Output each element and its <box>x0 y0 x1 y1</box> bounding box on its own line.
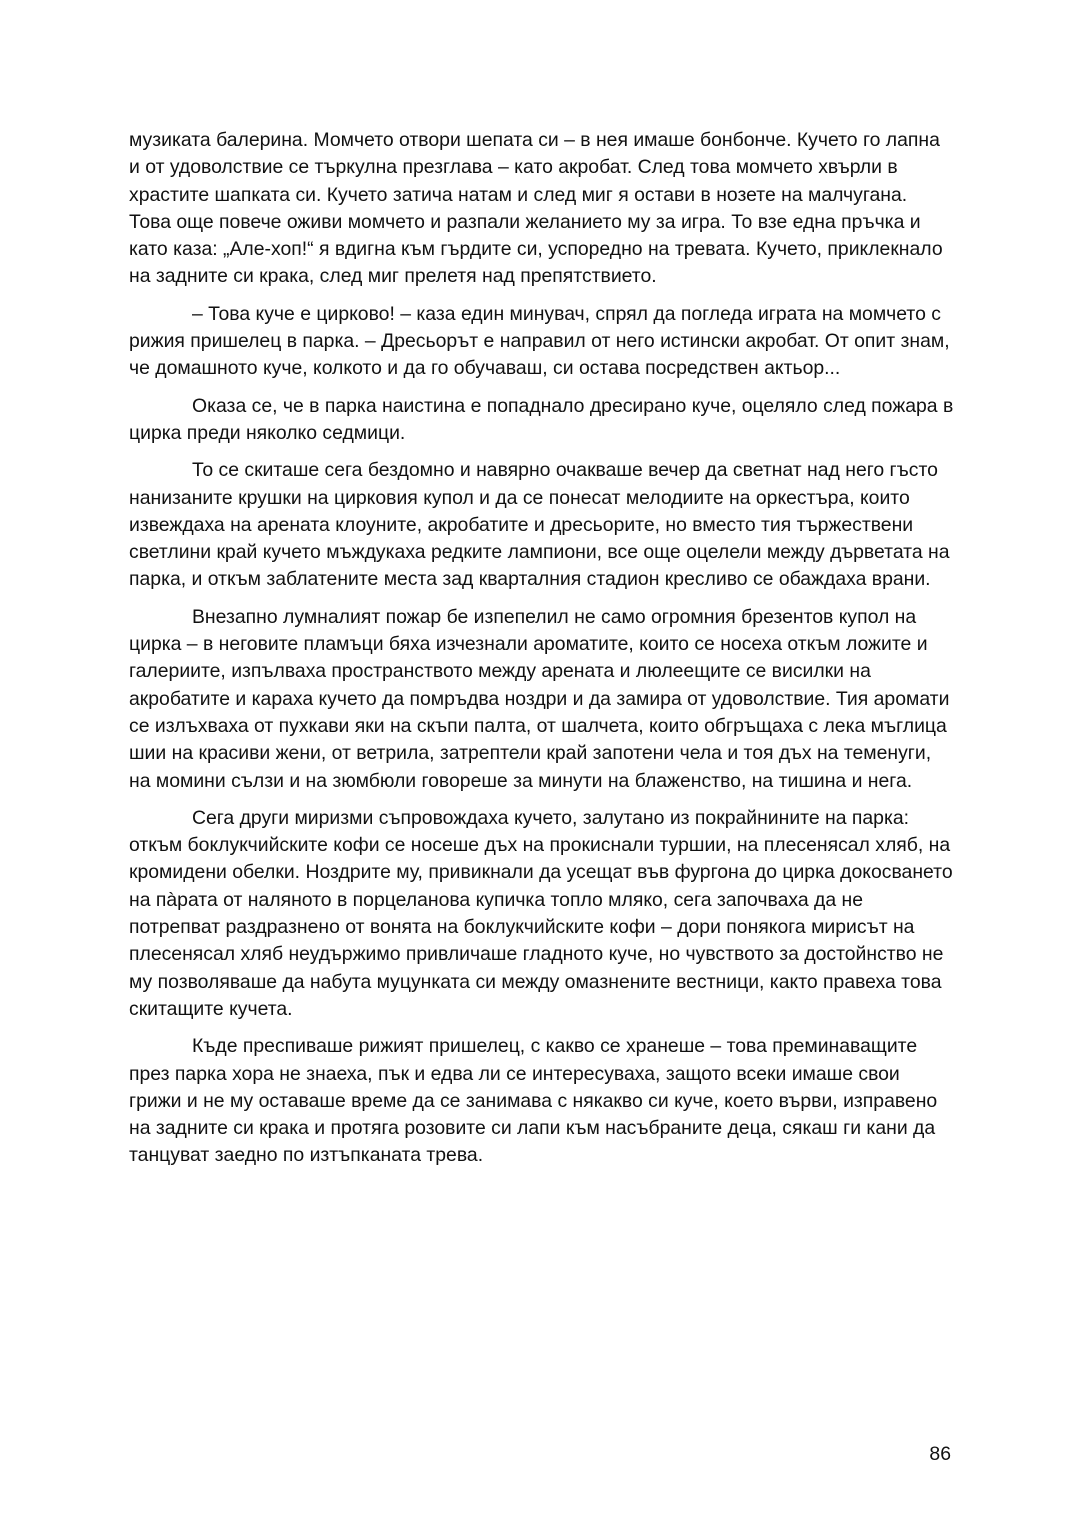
paragraph-1: музиката балерина. Момчето отвори шепата си – в нея имаше бонбонче. Кучето го лапна и от удоволствие се търкулна презглава – като акробат. След това момчето хвърли в храстите шапката си. Кучето затича натам и след миг я остави в нозете на малчугана. Това още повече оживи момчето и разпали желанието му за игра. То взе една пръчка и като каза: „Але-хоп!“ я вдигна към гърдите си, успоредно на тревата. Кучето, приклекнало на задните си крака, след миг прелетя над препятствието. <box>129 129 943 288</box>
paragraph-3: Оказа се, че в парка наистина е попаднало дресирано куче, оцеляло след пожара в цирка преди няколко седмици. <box>129 394 954 444</box>
paragraph-6: Сега други миризми съпровождаха кучето, залутано из покрайнините на парка: откъм боклукчийските кофи се носеше дъх на прокиснали туршии, на плесенясал хляб, на кромидени обелки. Ноздрите му, привикнали да усещат във фургона до цирка докосването на пàрата от наляното в порцеланова купичка топло мляко, сега започваха да не потрепват раздразнено от вонята на боклукчийските кофи – дори понякога мирисът на плесенясал хляб неудържимо привличаше гладното куче, но чувството за достойнство не му позволяваше да набута муцунката си между омазнените вестници, както правеха това скитащите кучета. <box>129 806 953 1020</box>
page-body <box>129 127 954 1180</box>
paragraph-7: Къде преспиваше рижият пришелец, с какво се хранеше – това преминаващите през парка хора не знаеха, пък и едва ли се интересуваха, защото всеки имаше свои грижи и не му оставаше време да се занимава с някакво си куче, което върви, изправено на задните си крака и протяга розовите си лапи към насъбраните деца, сякаш ги кани да танцуват заедно по изтъпканата трева. <box>129 1035 938 1167</box>
paragraph-5: Внезапно лумналият пожар бе изпепелил не само огромния брезентов купол на цирка – в неговите пламъци бяха изчезнали ароматите, които се носеха откъм ложите и галериите, изпълваха пространството между арената и люлеещите се висилки на акробатите и караха кучето да помръдва ноздри и да замира от удоволствие. Тия аромати се излъхваха от пухкави яки на скъпи палта, от шалчета, които обгръщаха с лека мъглица шии на красиви жени, от ветрила, затрептели край запотени чела и тоя дъх на теменуги, на момини сълзи и на зюмбюли говореше за минути на блаженство, на тишина и нега. <box>129 605 950 792</box>
page-number: 86 <box>929 1443 951 1465</box>
paragraph-4: То се скиташе сега бездомно и навярно очакваше вечер да светнат над него гъсто нанизаните крушки на цирковия купол и да се понесат мелодиите на оркестъра, които извеждаха на арената клоуните, акробатите и дресьорите, но вместо тия тържествени светлини край кучето мъждукаха редките лампиони, все още оцелели между дърветата на парка, и откъм заблатените места зад кварталния стадион кресливо се обаждаха врани. <box>129 459 950 591</box>
paragraph-2: – Това куче е цирково! – каза един минувач, спрял да погледа играта на момчето с рижия пришелец в парка. – Дресьорът е направил от него истински акробат. От опит знам, че домашното куче, колкото и да го обучаваш, си остава посредствен актьор... <box>129 302 950 380</box>
